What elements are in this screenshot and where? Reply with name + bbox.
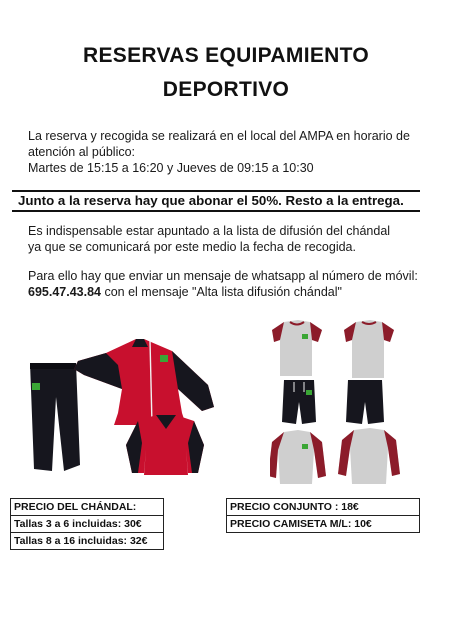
longsleeve-back xyxy=(338,428,400,484)
tshirt-logo xyxy=(302,334,308,339)
tracksuit-price-table xyxy=(10,498,164,550)
notice-line1: Es indispensable estar apuntado a la lista de difusión del chándal xyxy=(28,224,391,238)
tracksuit-jacket xyxy=(74,339,214,425)
longsleeve-front xyxy=(270,430,326,484)
page-title-line1: RESERVAS EQUIPAMIENTO xyxy=(83,44,369,67)
phone-number: 695.47.43.84 xyxy=(28,285,101,299)
jacket-logo xyxy=(160,355,168,362)
sports-set-image xyxy=(270,318,400,488)
notice-line2: ya que se comunicará por este medio la fecha de recogida. xyxy=(28,240,356,254)
tracksuit-pants xyxy=(30,363,80,471)
whatsapp-text xyxy=(28,268,418,300)
intro-line3: Martes de 15:15 a 16:20 y Jueves de 09:15 a 10:30 xyxy=(28,161,314,175)
payment-banner: Junto a la reserva hay que abonar el 50%. Resto a la entrega. xyxy=(12,190,420,212)
tracksuit-price-row: Tallas 3 a 6 incluidas: 30€ xyxy=(11,516,163,533)
shorts-front xyxy=(282,380,316,424)
intro-text xyxy=(28,128,410,176)
tracksuit-image xyxy=(18,325,218,485)
tracksuit-price-row: Tallas 8 a 16 incluidas: 32€ xyxy=(14,535,148,547)
tshirt-price-row: PRECIO CAMISETA M/L: 10€ xyxy=(230,518,372,530)
intro-line2: atención al público: xyxy=(28,145,136,159)
tracksuit-jacket-back xyxy=(126,415,204,475)
tshirt-front xyxy=(272,320,322,376)
longsleeve-logo xyxy=(302,444,308,449)
whatsapp-message: con el mensaje "Alta lista difusión chándal" xyxy=(101,285,342,299)
shorts-back xyxy=(346,380,384,424)
set-price-row: PRECIO CONJUNTO : 18€ xyxy=(227,499,419,516)
tshirt-back xyxy=(344,320,394,378)
intro-line1: La reserva y recogida se realizará en el local del AMPA en horario de xyxy=(28,129,410,143)
shorts-logo xyxy=(306,390,312,395)
tracksuit-price-header: PRECIO DEL CHÁNDAL: xyxy=(11,499,163,516)
whatsapp-line1: Para ello hay que enviar un mensaje de whatsapp al número de móvil: xyxy=(28,269,418,283)
notice-text xyxy=(28,223,390,255)
page-title-line2: DEPORTIVO xyxy=(162,78,290,101)
set-price-table xyxy=(226,498,420,533)
pants-logo xyxy=(32,383,40,390)
